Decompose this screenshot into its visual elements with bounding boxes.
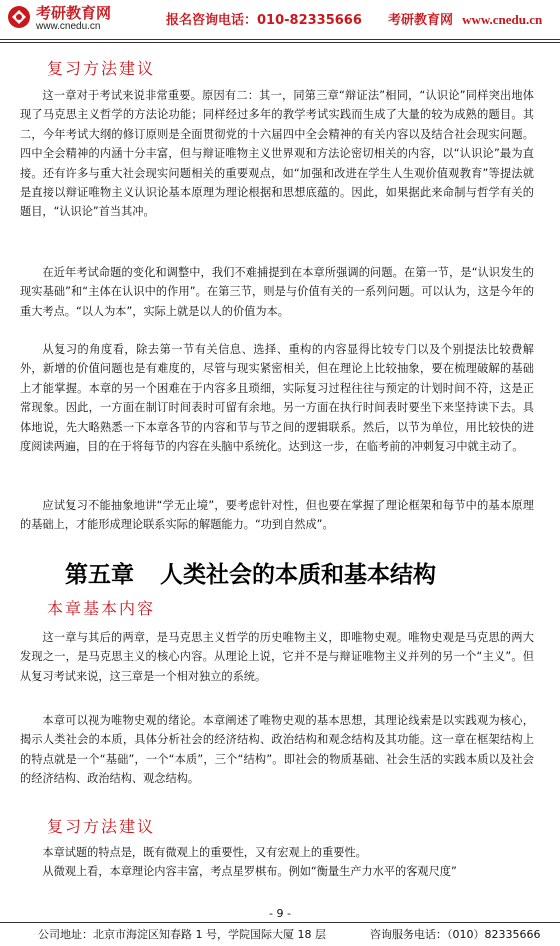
- logo-mark-icon: [6, 4, 34, 30]
- paragraph: 这一章对于考试来说非常重要。原因有二：其一，同第三章“辩证法”相同，“认识论”同样突出地体现了马克思主义哲学的方法论功能；同样经过多年的教学考试实践而生成了大量的较为成熟的题目。其二，今年考试大纲的修订原则是全面贯彻党的十六届四中全会精神的有关内容以及结合社会现实问题。四中全会精神的内涵十分丰富，但与辩证唯物主义世界观和方法论密切相关的内容，以“认识论”最为直接。还有许多与重大社会现实问题相关的重要观点，如“加强和改进在学生人生观价值观教育”等提法就是直接以辩证唯物主义认识论基本原理为理论根据和思想底蕴的。因此，如果据此来命制与哲学有关的题目，“认识论”首当其冲。: [20, 89, 534, 219]
- site-domain: www.cnedu.cn: [462, 12, 543, 27]
- section-title: 复习方法建议: [47, 817, 156, 836]
- site-link[interactable]: [388, 9, 542, 28]
- footer-divider: [0, 922, 560, 923]
- header-divider-second: [0, 42, 560, 43]
- logo-name: 考研教育网: [36, 4, 112, 22]
- footer-address: 公司地址：北京市海淀区知春路 1 号，学院国际大厦 18 层: [38, 928, 326, 941]
- header-divider: [0, 39, 560, 40]
- paragraph: 本章可以视为唯物史观的绪论。本章阐述了唯物史观的基本思想，其理论线索是以实践观为核心，揭示人类社会的本质，具体分析社会的经济结构、政治结构和观念结构及其功能。这一章在框架结构上的特点就是一个“基础”，一个“本质”，三个“结构”。即社会的物质基础、社会生活的实践本质以及社会的经济结构、政治结构、观念结构。: [20, 714, 534, 786]
- section-title: 本章基本内容: [47, 599, 156, 618]
- paragraph: 应试复习不能抽象地讲“学无止境”，要考虑针对性，但也要在掌握了理论框架和每节中的基本原理的基础上，才能形成理论联系实际的解题能力。“功到自然成”。: [20, 499, 534, 532]
- footer-service: 咨询服务电话：（010）82335666: [370, 928, 541, 941]
- chapter-heading: [65, 556, 436, 589]
- paragraph: 在近年考试命题的变化和调整中，我们不难捕提到在本章所强调的问题。在第一节，是“认识发生的现实基础”和“主体在认识中的作用”。在第三节，则是与价值有关的一系列问题。可以认为，这是今年的重大考点。“以人为本”，实际上就是以人的价值为本。: [20, 266, 534, 318]
- hotline: 报名咨询电话：010-82335666: [166, 13, 362, 28]
- paragraph: 本章试题的特点是，既有微观上的重要性，又有宏观上的重要性。: [42, 846, 367, 859]
- paragraph: 从微观上看，本章理论内容丰富，考点星罗棋布。例如“衡量生产力水平的客观尺度”: [42, 865, 457, 878]
- page-number: - 9 -: [269, 907, 291, 920]
- paragraph: 从复习的角度看，除去第一节有关信息、选择、重构的内容显得比较专门以及个别提法比较费解外，新增的价值问题也是有难度的，尽管与现实紧密相关，但在理论上比较抽象，要在梳理破解的基础上才能掌握。本章的另一个困难在于内容多且琐细，实际复习过程往往与预定的计划时间不符，这是正常现象。因此，一方面在制订时间表时可留有余地。另一方面在执行时间表时要坐下来坚持读下去。具体地说，先大略熟悉一下本章各节的内容和节与节之间的逻辑联系。然后，以节为单位，用比较快的进度阅读两遍，目的在于将每节的内容在头脑中系统化。达到这一步，在临考前的冲刺复习中就主动了。: [20, 343, 534, 454]
- chapter-title: 人类社会的本质和基本结构: [160, 561, 436, 588]
- logo[interactable]: [6, 2, 142, 36]
- chapter-number: 第五章: [65, 561, 134, 588]
- page-header: [0, 0, 560, 42]
- logo-url: www.cnedu.cn: [36, 21, 101, 32]
- paragraph: 这一章与其后的两章，是马克思主义哲学的历史唯物主义，即唯物史观。唯物史观是马克思的两大发现之一，是马克思主义的核心内容。从理论上说，它并不是与辩证唯物主义并列的另一个“主义”。但从复习考试来说，这三章是一个相对独立的系统。: [20, 631, 534, 683]
- site-label: 考研教育网: [388, 13, 454, 28]
- section-title: 复习方法建议: [47, 59, 156, 78]
